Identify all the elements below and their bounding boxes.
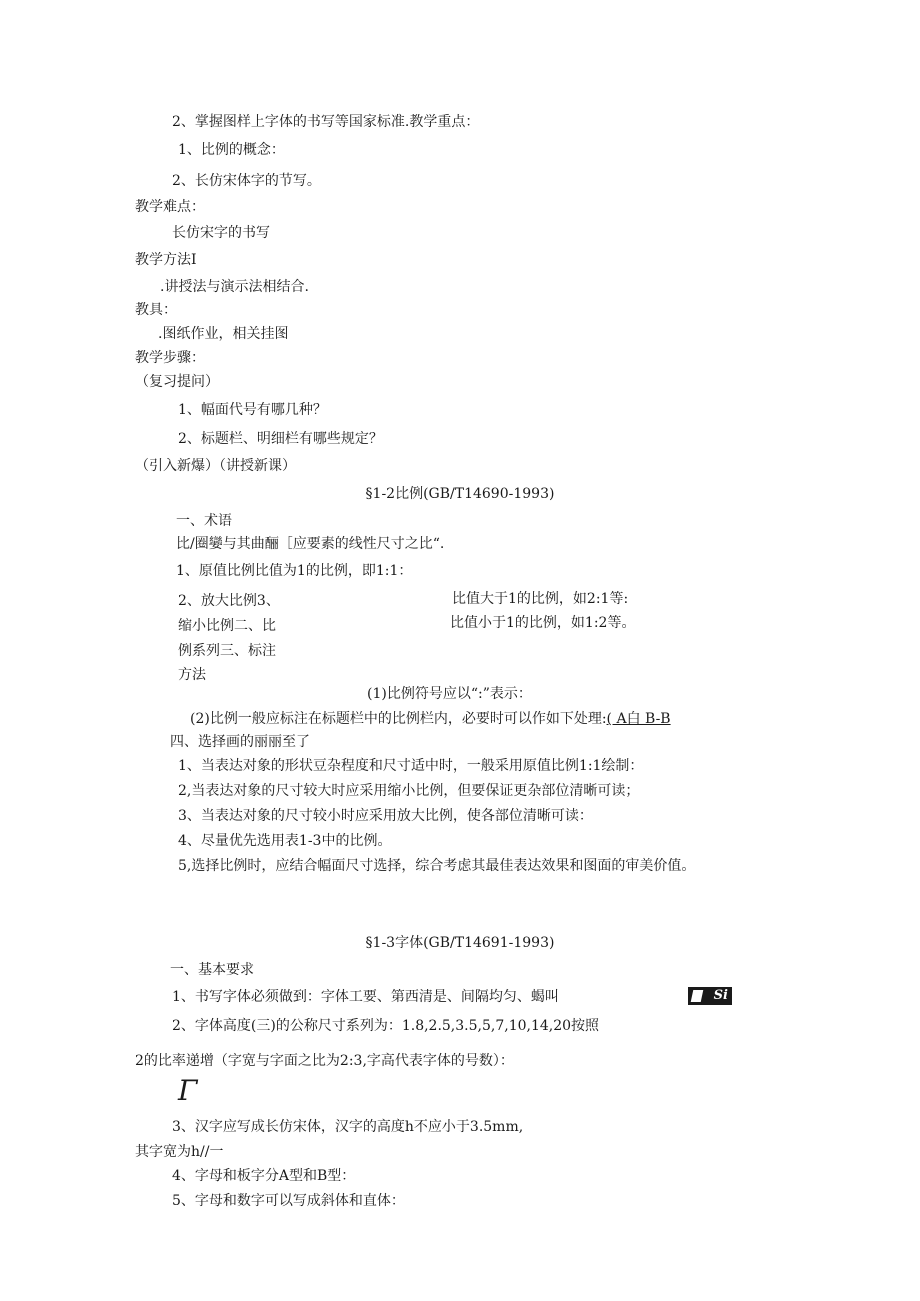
scale-original: 1、原值比例比值为1的比例，即1:1： (176, 563, 413, 579)
select-rule-3: 3、当表达对象的尺寸较小时应采用放大比例，使各部位清晰可读： (178, 808, 593, 824)
font-req-3-cont: 其字宽为h//一 (135, 1144, 224, 1160)
scale-series-label: 例系列三、标注 (178, 643, 276, 659)
new-lesson-heading: （引入新爆）（讲授新课） (135, 458, 296, 474)
scale-reduce-label: 缩小比例二、比 (178, 618, 276, 634)
font-req-2: 2、字体高度(三)的公称尺寸系列为：1.8,2.5,3.5,5,7,10,14,20按照 (172, 1018, 600, 1034)
method-heading: 教学方法I (135, 252, 197, 268)
key-point-1: 1、比例的概念： (178, 142, 285, 158)
font-sample-text: Si (713, 988, 728, 1003)
select-heading: 四、选择画的丽丽至了 (170, 734, 310, 750)
font-sample-glyph: Γ (178, 1074, 198, 1107)
scale-annotation-example: ( A白 B-B (606, 711, 671, 727)
difficulty-item: 长仿宋字的书写 (172, 225, 270, 241)
tools-item: .图纸作业，相关挂图 (158, 326, 289, 342)
font-req-3: 3、汉字应写成长仿宋体，汉字的高度h不应小于3.5mm, (172, 1119, 524, 1135)
term-definition: 比/圈孌与其曲酾［应要素的线性尺寸之比“. (176, 536, 445, 552)
font-req-4: 4、字母和板字分A型和B型： (172, 1168, 356, 1184)
font-sample-logo (688, 987, 732, 1005)
review-question-2: 2、标题栏、明细栏有哪些规定？ (178, 431, 383, 447)
font-sample-block (691, 990, 704, 1002)
key-point-2: 2、长仿宋体字的节写。 (172, 173, 321, 189)
scale-symbol-rule: (1)比例符号应以“:”表示： (367, 686, 532, 702)
steps-heading: 教学步骤： (135, 350, 205, 366)
difficulty-heading: 教学难点： (135, 199, 205, 215)
font-req-1: 1、书写字体必须做到：字体工要、第西清是、间隔均匀、蝎叫 (172, 989, 559, 1005)
review-heading: （复习提问） (135, 374, 219, 390)
section-title-font: §1-3字体(GB/T14691-1993) (365, 935, 555, 951)
objective-line-2: 2、掌握图样上字体的书写等国家标准.教学重点： (172, 114, 480, 130)
method-item: .讲授法与演示法相结合. (160, 279, 309, 295)
scale-enlarge-label: 2、放大比例3、 (178, 593, 280, 609)
select-rule-4: 4、尽量优先选用表1-3中的比例。 (178, 833, 392, 849)
term-heading: 一、术语 (176, 513, 232, 529)
font-req-2-cont: 2的比率递增（字宽与字面之比为2:3,字高代表字体的号数）： (135, 1053, 514, 1069)
scale-enlarge-desc: 比值大于1的比例，如2:1等: (452, 591, 629, 607)
scale-reduce-desc: 比值小于1的比例，如1:2等。 (450, 615, 636, 631)
font-req-5: 5、字母和数字可以写成斜体和直体： (172, 1193, 405, 1209)
scale-method-label: 方法 (178, 667, 206, 683)
review-question-1: 1、幅面代号有哪几种？ (178, 402, 327, 418)
select-rule-1: 1、当表达对象的形状豆杂程度和尺寸适中时，一般采用原值比例1:1绘制： (178, 758, 644, 774)
scale-annotation-text: (2)比例一般应标注在标题栏中的比例栏内，必要时可以作如下处理: (190, 711, 607, 727)
select-rule-5: 5,选择比例时，应结合幅面尺寸选择，综合考虑其最佳表达效果和图面的审美价值。 (178, 858, 696, 874)
tools-heading: 教具： (135, 302, 177, 318)
basic-req-heading: 一、基本要求 (170, 962, 254, 978)
scale-annotation-rule (190, 710, 671, 728)
section-title-scale: §1-2比例(GB/T14690-1993) (365, 486, 555, 502)
select-rule-2: 2,当表达对象的尺寸较大时应采用缩小比例，但要保证更杂部位清晰可读； (178, 783, 640, 799)
